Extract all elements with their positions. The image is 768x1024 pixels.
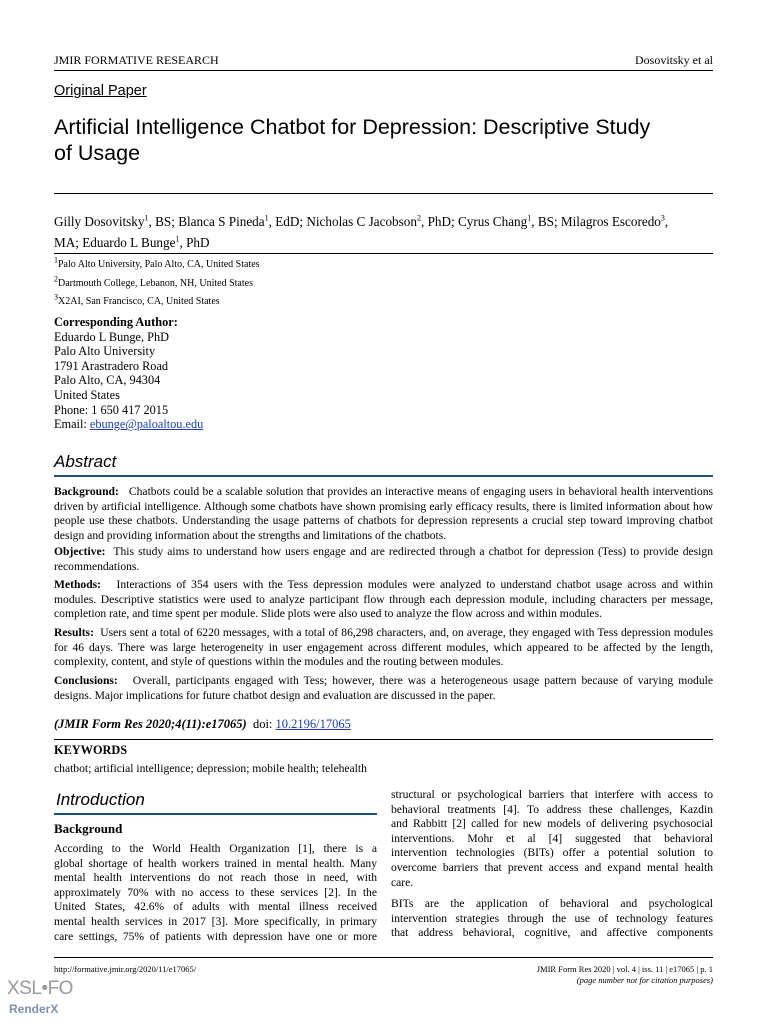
abstract-heading: Abstract [54, 452, 117, 471]
corresponding-line: Eduardo L Bunge, PhD [54, 329, 169, 344]
corresponding-line: Palo Alto University [54, 344, 156, 359]
doi-link[interactable]: 10.2196/17065 [275, 717, 351, 731]
corresponding-heading: Corresponding Author: [54, 315, 178, 329]
affiliation-item: $^2$Dartmouth College, Lebanon, NH, United States [54, 274, 253, 289]
abstract-background: Background: Chatbots could be a scalable solution that provides an interactive means of engaging users in behavioral health interventions driven by artificial intelligence. Although some chatbots have shown promising early efficacy results, there is limited information about how people use these chatbots. Understanding the usage patterns of chatbots for depression represents a crucial step toward improving chatbot design and providing information about the strengths and limitations of the chatbots. [54, 485, 714, 542]
corresponding-line: United States [54, 387, 120, 402]
header-rule [54, 70, 713, 71]
abstract-conclusions: Conclusions: Overall, participants engaged with Tess; however, there was a heterogeneous usage pattern because of varying module designs. Major implications for future chatbot design and evaluation are discussed in the paper. [54, 674, 713, 702]
email-link[interactable]: ebunge@paloaltou.edu [89, 417, 204, 432]
citation-rule [54, 739, 713, 740]
author-list: Gilly Dosovitsky$^1$, BS; Blanca S Pineda$^1$, EdD; Nicholas C Jacobson$^2$, PhD; Cyrus Chang$^1$, BS; Milagros Escoredo$^3$, MA; Eduardo L Bunge$^1$, PhD [54, 213, 669, 250]
corresponding-author [54, 315, 203, 432]
corresponding-line: Phone: 1 650 417 2015 [54, 402, 169, 417]
abstract-rule [54, 475, 713, 477]
article-title [54, 114, 650, 166]
introduction-heading: Introduction [56, 790, 145, 809]
abstract-methods: Methods: Interactions of 354 users with the Tess depression modules were analyzed to understand chatbot usage across and within modules. Descriptive statistics were used to analyze participant flow through each depression module, including characters per message, completion rate, and time spent per module. Slide plots were also used to analyze the flow across and within modules. [54, 578, 713, 621]
renderx-logo: RenderX [9, 1002, 59, 1016]
author-name: Blanca S Pineda [178, 214, 265, 229]
affiliation-item: $^1$Palo Alto University, Palo Alto, CA, United States [54, 255, 260, 270]
background-subheading: Background [54, 821, 123, 836]
footer-url: http://formative.jmir.org/2020/11/e17065/ [54, 964, 197, 974]
abstract-results: Results: Users sent a total of 6220 messages, with a total of 86,298 characters, and, on average, they engaged with Tess depression modules for 46 days. There was large heterogeneity in user engagement across different modules, which appeared to be affected by the length, complexity, content, and style of questions within the modules and the routing between modules. [54, 626, 714, 669]
footer-rule [54, 957, 713, 958]
footer-note: (page number not for citation purposes) [576, 975, 713, 985]
citation-line: (JMIR Form Res 2020;4(11):e17065) doi: 10.2196/17065 [54, 717, 351, 731]
author-name: Gilly Dosovitsky [54, 214, 145, 229]
abstract-objective: Objective: This study aims to understand how users engage and are redirected through a chatbot for depression (Tess) to provide design recommendations. [54, 545, 713, 573]
title-line-2: of Usage [54, 141, 141, 165]
journal-name: JMIR FORMATIVE RESEARCH [54, 53, 219, 67]
intro-left-paragraph: According to the World Health Organization [1], there is a global shortage of health workers trained in mental health. Many mental health interventions do not reach those in need, with approximately 70% with no access to these services [2]. In the United States, 42.6% of adults with mental illness received mental health services in 2017 [3]. More specifically, in primary care settings, 75% of patients with depression have one or more [54, 842, 377, 943]
running-authors: Dosovitsky et al [635, 53, 713, 67]
author-name: Milagros Escoredo [560, 214, 661, 229]
author-name: MA; Eduardo L Bunge [54, 235, 176, 250]
title-rule [54, 193, 713, 194]
title-line-1: Artificial Intelligence Chatbot for Depression: Descriptive Study [54, 115, 651, 139]
article-type: Original Paper [54, 83, 147, 99]
keywords-text: chatbot; artificial intelligence; depression; mobile health; telehealth [54, 762, 367, 775]
keywords-heading: KEYWORDS [54, 743, 128, 757]
affiliation-list [54, 256, 260, 312]
author-name: Nicholas C Jacobson [306, 214, 417, 229]
authors-rule [54, 253, 713, 254]
author-name: Cyrus Chang [458, 214, 528, 229]
intro-right-paragraph-1: structural or psychological barriers that interfere with access to behavioral treatments [4]. To address these challenges, Kazdin and Rabbitt [2] called for new models of delivering psychosocial interventions. Mohr et al [4] suggested that behavioral intervention technologies (BITs) offer a potential solution to overcome barriers that prevent access and expand mental health care. [391, 788, 713, 889]
affiliation-item: $^3$X2AI, San Francisco, CA, United States [54, 292, 220, 307]
introduction-rule [54, 813, 377, 815]
intro-right-paragraph-2: BITs are the application of behavioral and psychological intervention strategies through the use of technology features that address behavioral, cognitive, and affective components [391, 897, 713, 940]
corresponding-line: Palo Alto, CA, 94304 [54, 373, 161, 388]
corresponding-email-line: Email: ebunge@paloaltou.edu [54, 417, 204, 432]
corresponding-line: 1791 Arastradero Road [54, 358, 169, 373]
footer-info: JMIR Form Res 2020 | vol. 4 | iss. 11 | e17065 | p. 1 [536, 964, 713, 974]
xslfo-logo: XSL•FO [7, 978, 73, 999]
